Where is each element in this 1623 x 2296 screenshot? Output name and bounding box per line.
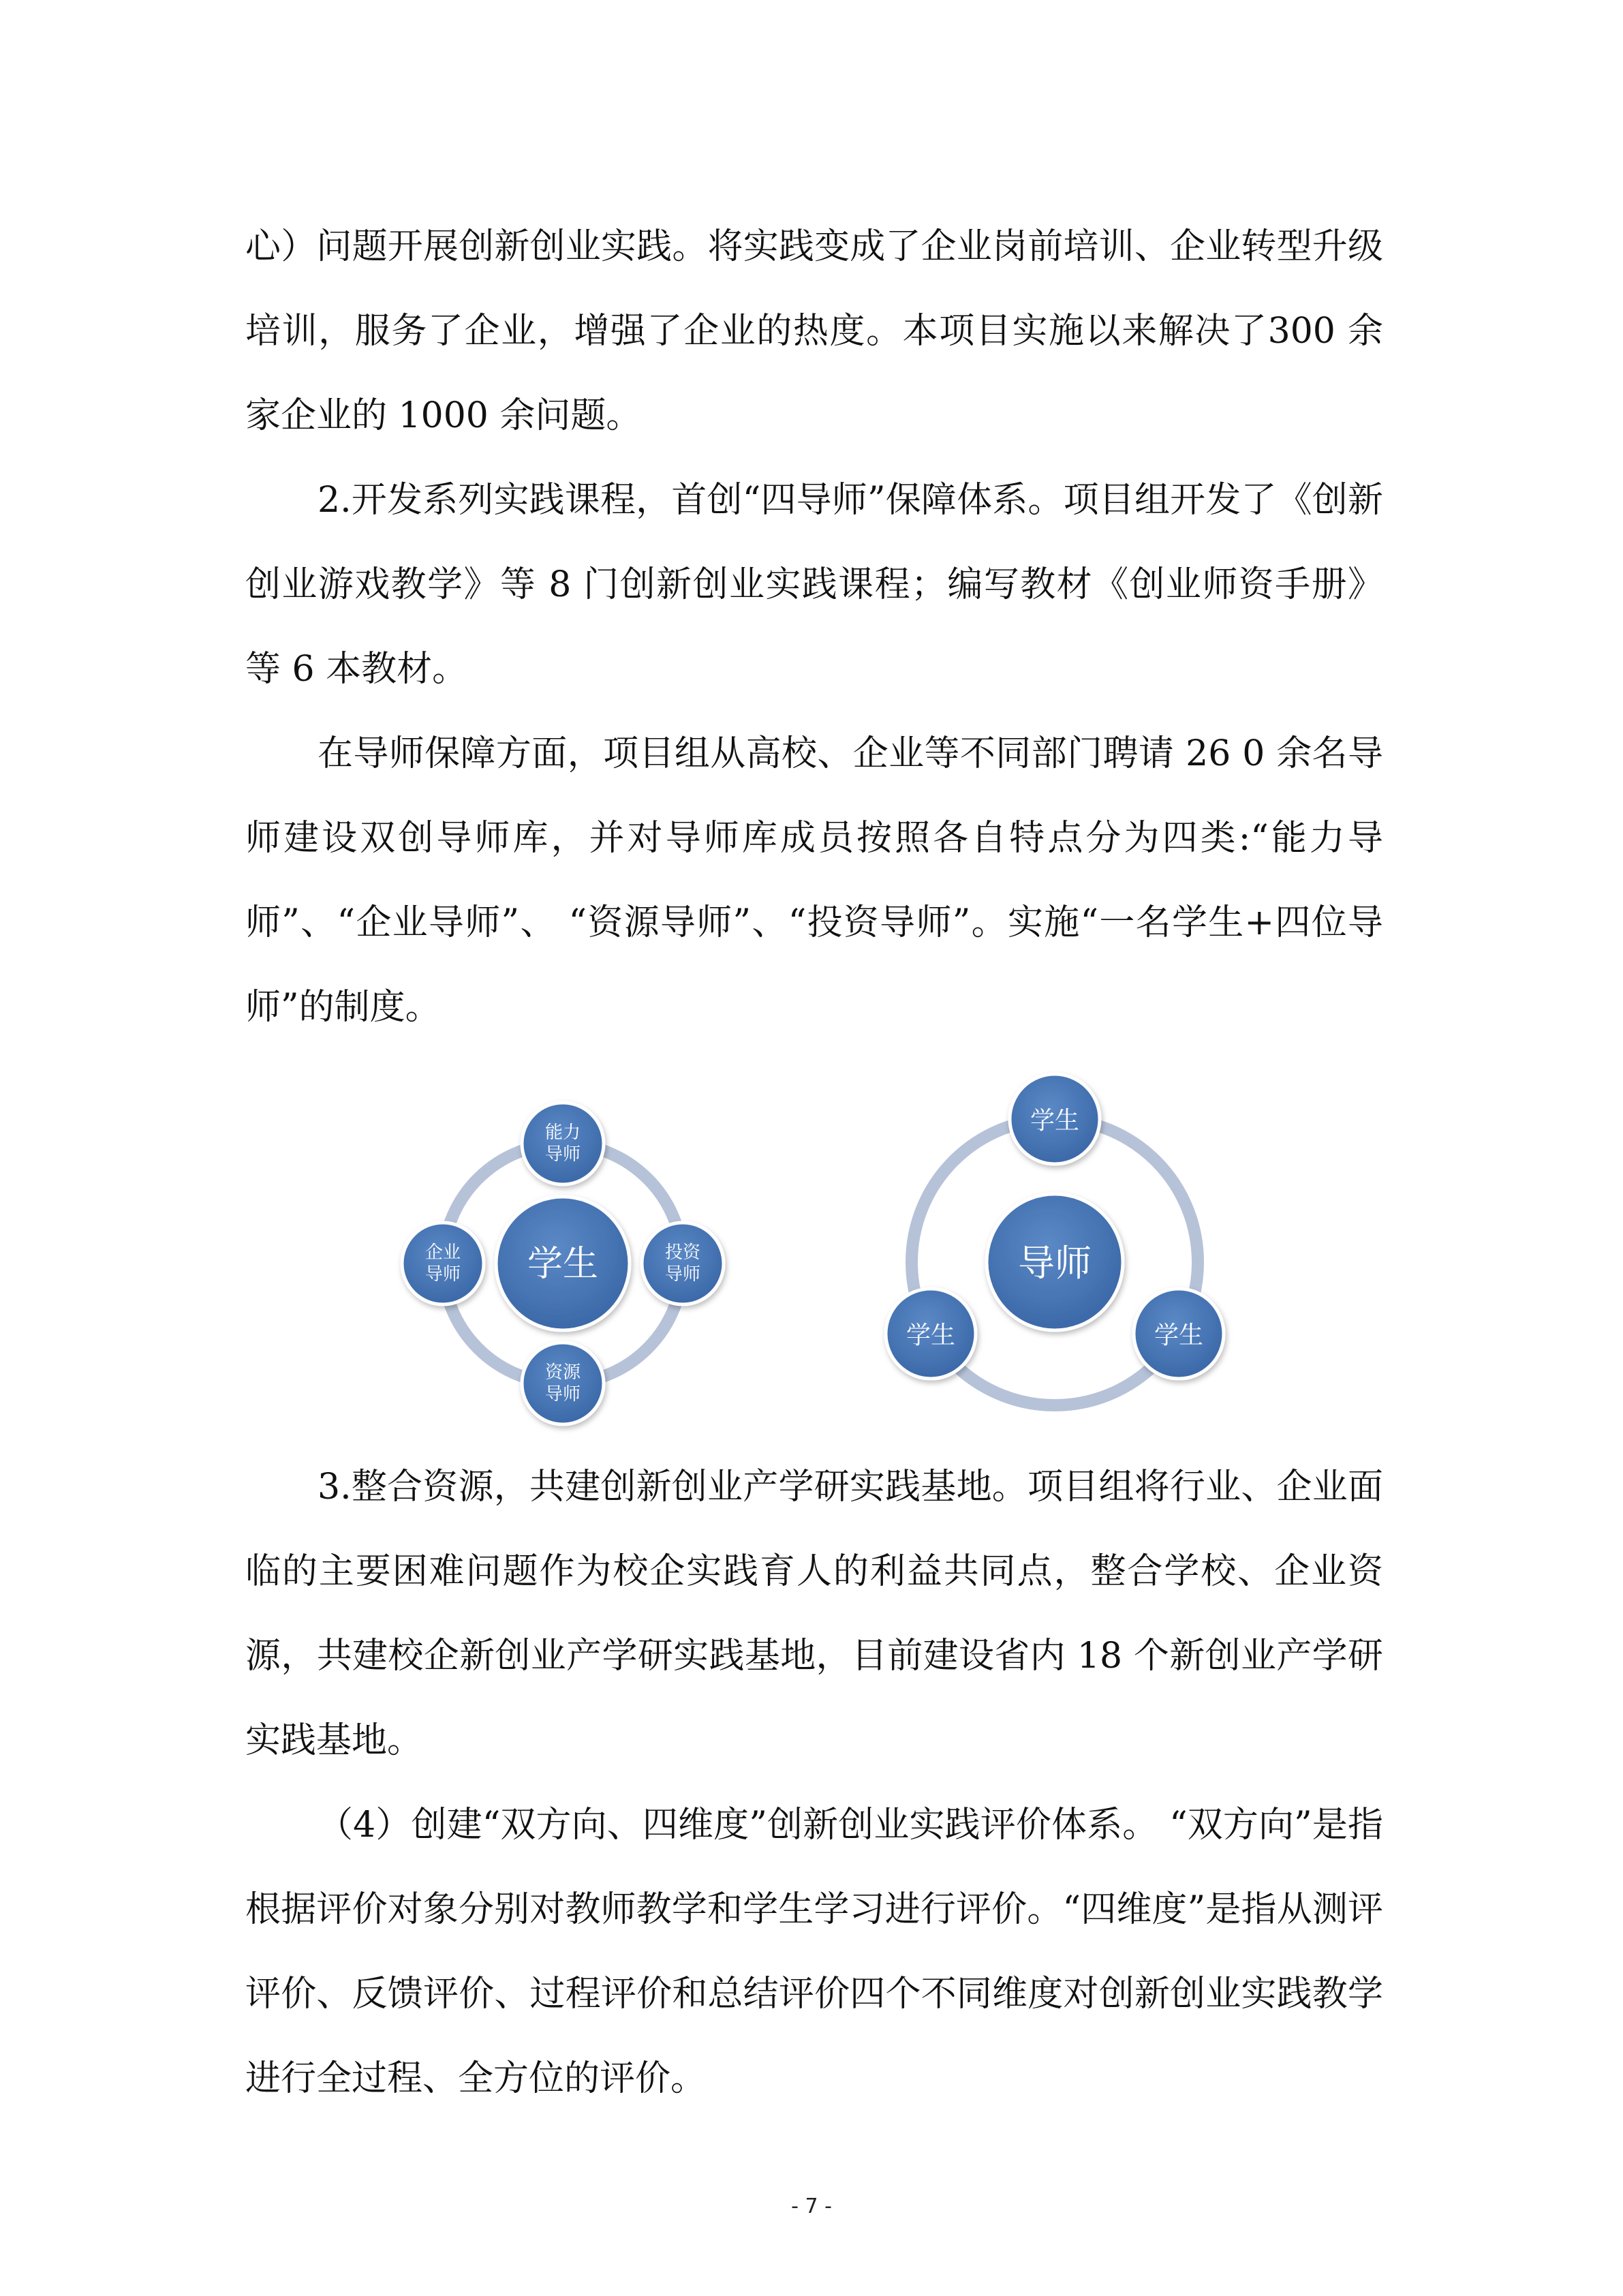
ability-mentor-label-1: 能力 <box>544 1122 581 1143</box>
student-bottom-left-label: 学生 <box>906 1321 956 1349</box>
left-diagram <box>402 1103 724 1424</box>
mentor-diagram <box>382 1063 1295 1445</box>
mentor-node-enterprise <box>402 1223 484 1304</box>
mentor-node-ability <box>522 1103 604 1184</box>
right-diagram <box>886 1074 1224 1405</box>
paragraph-1: 心）问题开展创新创业实践。将实践变成了企业岗前培训、企业转型升级培训，服务了企业，增强了企业的热度。本项目实施以来解决了300 余家企业的 1000 余问题。 <box>245 226 1383 436</box>
right-center-label: 导师 <box>1018 1242 1092 1285</box>
investment-mentor-label-2: 导师 <box>664 1264 701 1285</box>
student-node-bottom-right <box>1134 1289 1224 1379</box>
mentor-node-resource <box>522 1343 604 1424</box>
ability-mentor-label-2: 导师 <box>544 1144 581 1165</box>
left-center-node <box>496 1197 630 1330</box>
paragraph-2: 2.开发系列实践课程，首创“四导师”保障体系。项目组开发了《创新创业游戏教学》等 8 门创新创业实践课程；编写教材《创业师资手册》等 6 本教材。 <box>245 480 1383 690</box>
paragraph-4: 3.整合资源，共建创新创业产学研实践基地。项目组将行业、企业面临的主要困难问题作为校企实践育人的利益共同点，整合学校、企业资源，共建校企新创业产学研实践基地，目前建设省内 18 个新创业产学研实践基地。 <box>245 1467 1383 1761</box>
enterprise-mentor-label-2: 导师 <box>424 1264 461 1285</box>
resource-mentor-label-2: 导师 <box>544 1384 581 1405</box>
paragraph-3: 在导师保障方面，项目组从高校、企业等不同部门聘请 26 0 余名导师建设双创导师库，并对导师库成员按照各自特点分为四类:“能力导师”、“企业导师”、 “资源导师”、“投资导师”。实施“一名学生+四位导师”的制度。 <box>245 733 1383 1028</box>
student-node-top <box>1010 1074 1100 1164</box>
student-bottom-right-label: 学生 <box>1154 1321 1204 1349</box>
resource-mentor-label-1: 资源 <box>544 1362 581 1383</box>
investment-mentor-label-1: 投资 <box>664 1242 701 1263</box>
right-center-node <box>987 1194 1123 1330</box>
student-node-bottom-left <box>886 1289 976 1379</box>
page-number: - 7 - <box>791 2194 832 2218</box>
enterprise-mentor-label-1: 企业 <box>424 1242 461 1263</box>
mentor-node-investment <box>642 1223 724 1304</box>
paragraph-5: （4）创建“双方向、四维度”创新创业实践评价体系。 “双方向”是指根据评价对象分别对教师教学和学生学习进行评价。“四维度”是指从测评评价、反馈评价、过程评价和总结评价四个不同维度对创新创业实践教学进行全过程、全方位的评价。 <box>245 1805 1383 2099</box>
left-center-label: 学生 <box>527 1244 599 1285</box>
student-top-label: 学生 <box>1030 1107 1080 1135</box>
